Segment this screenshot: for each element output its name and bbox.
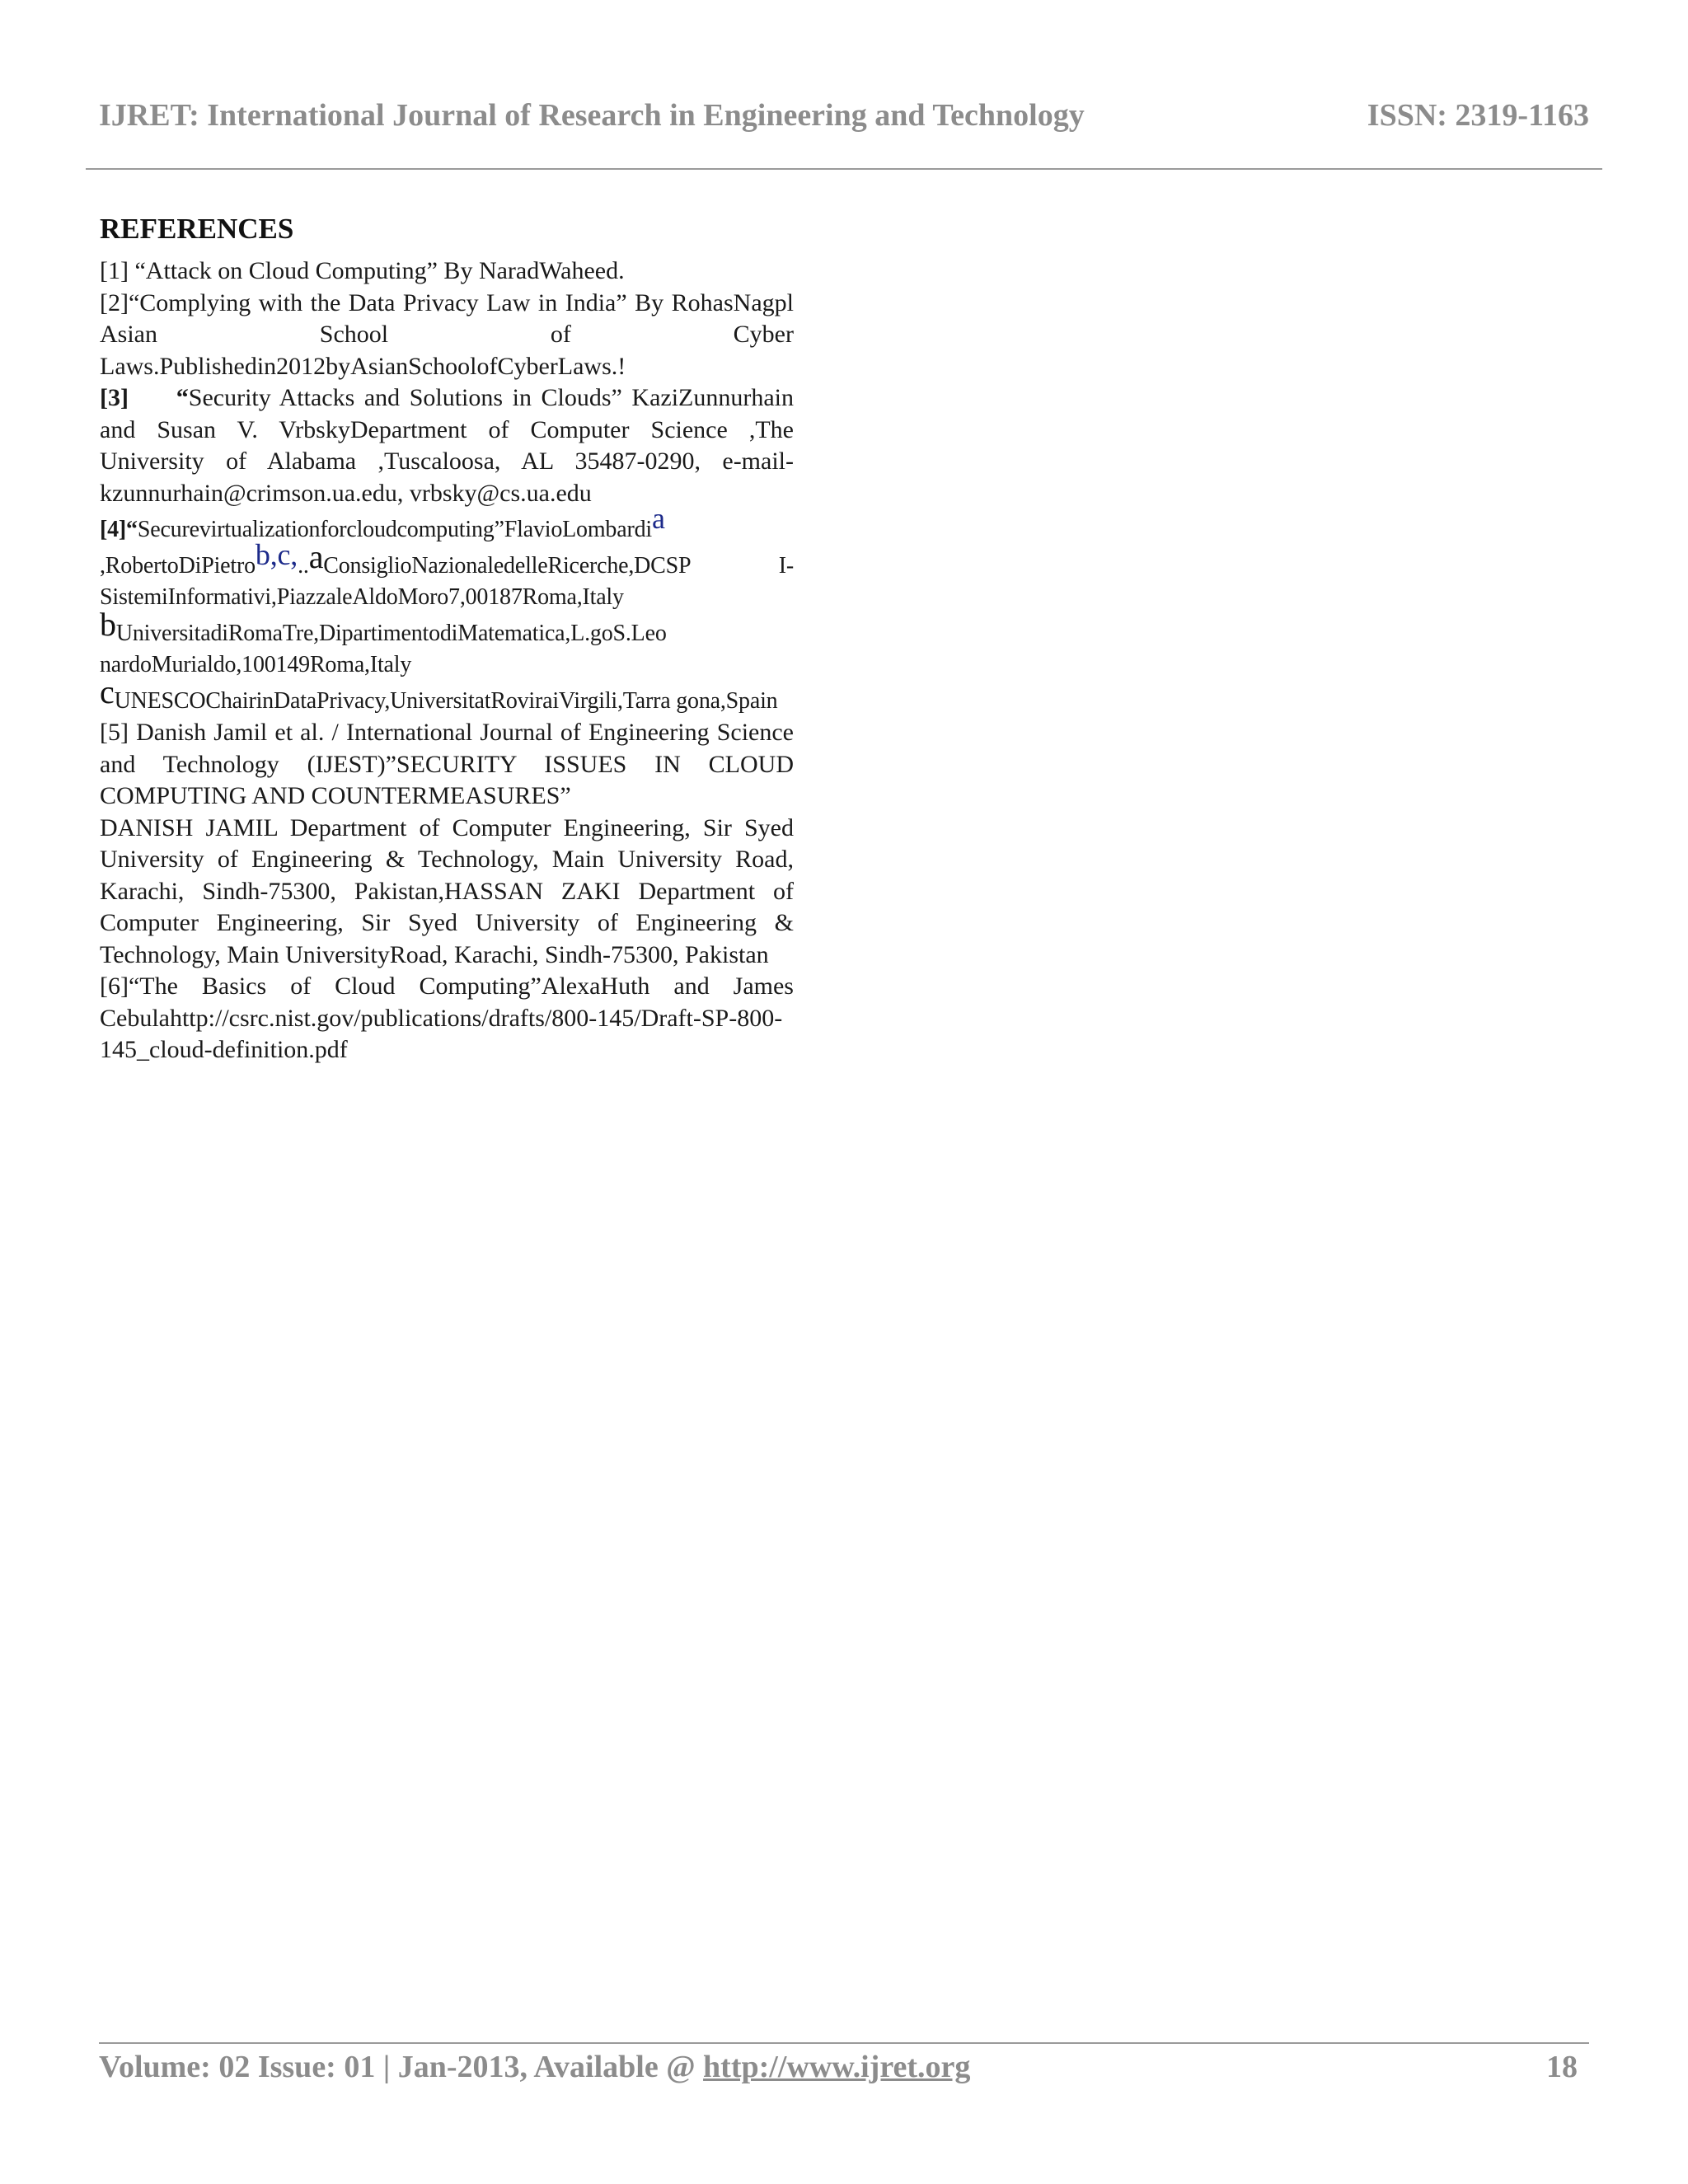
reference-4-mark-c: c xyxy=(100,673,115,710)
references-heading: REFERENCES xyxy=(100,213,294,245)
reference-5-authors: DANISH JAMIL Department of Computer Engineering, Sir Syed University of Engineering & Technology, Main University Road, Karachi, Sindh-75300, Pakistan,HASSAN ZAKI Department of Computer Engineering, Sir Syed University of Engineering & Technology, Main UniversityRoad, Karachi, Sindh-75300, Pakistan xyxy=(100,813,794,968)
running-header xyxy=(99,97,1589,147)
reference-4-aff-a-text: ConsiglioNazionaledelleRicerche,DCSP I-SistemiInformativi,PiazzaleAldoMoro7,00187Roma,Italy xyxy=(100,553,794,610)
reference-3-number: [3] xyxy=(100,384,129,411)
references-section xyxy=(100,213,794,1066)
reference-4-aff-c-text: UNESCOChairinDataPrivacy,UniversitatRoviraiVirgili,Tarra gona,Spain xyxy=(114,688,778,714)
reference-4-aff-b-text: UniversitadiRomaTre,DipartimentodiMatematica,L.goS.Leo nardoMurialdo,100149Roma,Italy xyxy=(100,621,667,677)
footer-url-link[interactable]: http://www.ijret.org xyxy=(703,2050,971,2084)
reference-4-dots: .. xyxy=(298,553,309,579)
issn: ISSN: 2319-1163 xyxy=(1367,98,1589,133)
reference-4 xyxy=(100,502,794,546)
reference-4-affiliation-a xyxy=(100,538,794,613)
reference-3-text: Security Attacks and Solutions in Clouds” KaziZunnurhain and Susan V. VrbskyDepartment of Computer Science ,The University of Alabama ,Tuscaloosa, AL 35487-0290, e-mail- kzunnurhain@crimson.ua.edu, vrbsky@cs.ua.edu xyxy=(100,384,794,507)
reference-4-affiliation-b xyxy=(100,606,794,681)
reference-2: [2]“Complying with the Data Privacy Law in India” By RohasNagpl Asian School of Cyber Laws.Publishedin2012byAsianSchoolofCyberLaws.! xyxy=(100,288,794,380)
reference-4-affiliation-c xyxy=(100,673,794,717)
reference-1: [1] “Attack on Cloud Computing” By NaradWaheed. xyxy=(100,257,625,284)
reference-4-number: [4]“ xyxy=(100,517,138,542)
reference-5: [5] Danish Jamil et al. / International Journal of Engineering Science and Technology (IJEST)”SECURITY ISSUES IN CLOUD COMPUTING AND COUNTERMEASURES” xyxy=(100,719,794,809)
footer-volume-info xyxy=(99,2049,970,2085)
reference-4-mark-b: b xyxy=(100,606,116,643)
reference-4-sup-bc: b,c, xyxy=(255,538,298,571)
reference-6: [6]“The Basics of Cloud Computing”AlexaHuth and James Cebulahttp://csrc.nist.gov/publications/drafts/800-145/Draft-SP-800-145_cloud-definition.pdf xyxy=(100,972,794,1063)
reference-4-sup-a: a xyxy=(651,502,665,535)
reference-4-author2: ,RobertoDiPietro xyxy=(100,553,256,579)
reference-3-quote: “ xyxy=(176,384,189,411)
footer-divider xyxy=(99,2042,1589,2044)
header-divider xyxy=(86,168,1602,170)
running-footer xyxy=(99,2049,1589,2098)
footer-volume-text: Volume: 02 Issue: 01 | Jan-2013, Available @ xyxy=(99,2050,704,2084)
reference-4-title: Securevirtualizationforcloudcomputing”FlavioLombardi xyxy=(137,517,652,542)
reference-4-mark-a: a xyxy=(308,538,324,575)
reference-3 xyxy=(100,382,794,509)
journal-title: IJRET: International Journal of Research in Engineering and Technology xyxy=(99,98,1085,133)
page-number: 18 xyxy=(1546,2050,1578,2084)
